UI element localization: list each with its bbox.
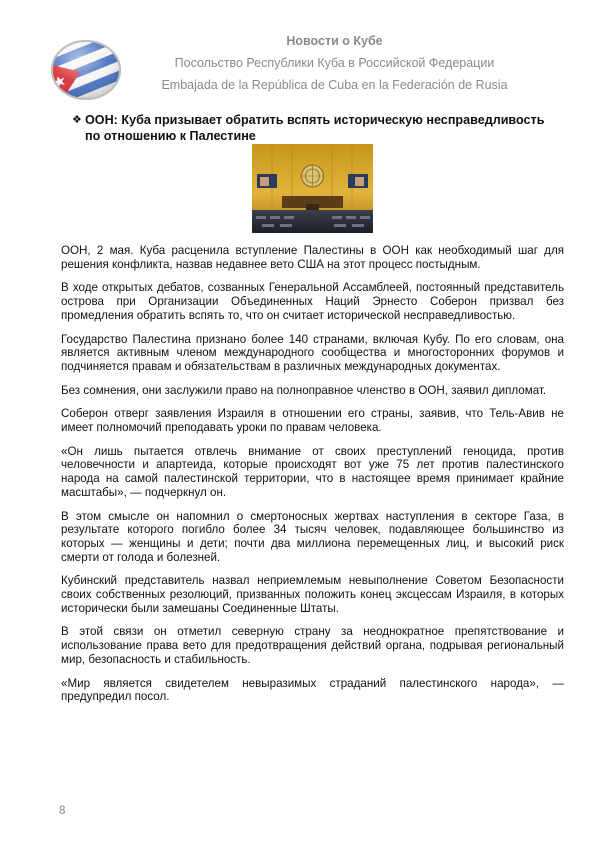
header-title: Новости о Кубе (286, 34, 383, 48)
article-title-line-1: ООН: Куба призывает обратить вспять историческую несправедливость (85, 113, 545, 127)
un-general-assembly-photo (252, 144, 373, 233)
article-paragraph: В этом смысле он напомнил о смертоносных жертвах наступления в секторе Газа, в результате которого погибло более 34 тысяч человек, подавляющее большинство из которых — женщины и дети; почти два миллиона перемещенных лиц, и высокий риск смерти от голода и болезней. (61, 509, 564, 564)
document-header (0, 30, 609, 96)
article-paragraph: Государство Палестина признано более 140 странами, включая Кубу. По его словам, она является активным членом международного сообщества и многосторонних форумов и подчиняется правам и обязательствам в различных международных документах. (61, 332, 564, 373)
article-paragraph: Соберон отверг заявления Израиля в отношении его страны, заявив, что Тель-Авив не имеет полномочий преподавать уроки по правам человека. (61, 407, 564, 435)
article-paragraph: Без сомнения, они заслужили право на полноправное членство в ООН, заявил дипломат. (61, 383, 547, 397)
article-title-line-2: по отношению к Палестине (85, 129, 256, 143)
article-paragraph: ООН, 2 мая. Куба расценила вступление Палестины в ООН как необходимый шаг для решения конфликта, назвав недавнее вето США на этот процесс постыдным. (61, 244, 564, 271)
article-paragraph: «Он лишь пытается отвлечь внимание от своих преступлений геноцида, против человечности и апартеида, которые происходят вот уже 75 лет против палестинского народа на самой палестинской территории, что в настоящее время принимает крайние масштабы», — подчеркнул он. (61, 444, 564, 499)
header-embassy-es: Embajada de la República de Cuba en la Federación de Rusia (161, 78, 508, 92)
diamond-bullet-icon: ❖ (72, 114, 82, 126)
page-number: 8 (59, 805, 66, 817)
header-embassy-ru: Посольство Республики Куба в Российской Федерации (174, 56, 495, 70)
article-title (72, 112, 565, 144)
article-paragraph: В ходе открытых дебатов, созванных Генеральной Ассамблеей, постоянный представитель острова при Организации Объединенных Наций Эрнесто Соберон призвал без промедления обратить вспять то, что он считает исторической несправедливостью. (61, 281, 564, 322)
article-paragraph: «Мир является свидетелем невыразимых страданий палестинского народа», — предупредил посол. (61, 676, 564, 704)
article-paragraph: В этой связи он отметил северную страну за неоднократное препятствование и использование права вето для предотвращения действий органа, подрывая региональный мир, безопасность и стабильность. (61, 625, 564, 666)
article-body (61, 244, 564, 714)
article-paragraph: Кубинский представитель назвал неприемлемым невыполнение Советом Безопасности своих собственных резолюций, призванных положить конец эксцессам Израиля, в которых исторически были замешаны Соединенные Штаты. (61, 574, 564, 615)
